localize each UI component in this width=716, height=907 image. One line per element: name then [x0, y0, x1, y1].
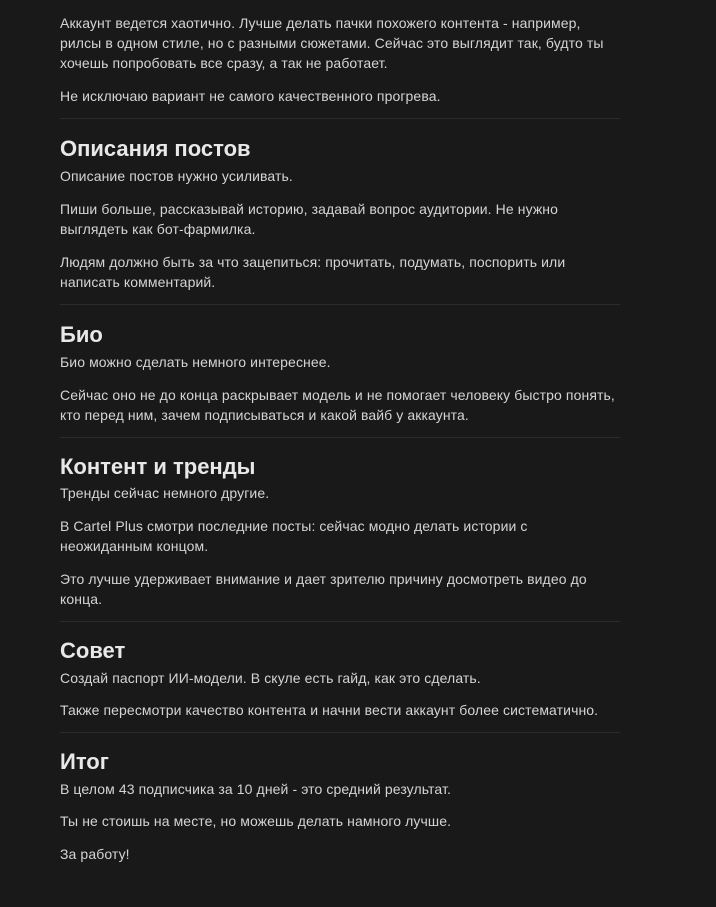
bio-paragraph: Био можно сделать немного интереснее. — [60, 354, 331, 370]
document-body — [60, 0, 620, 864]
summary-paragraph: За работу! — [60, 846, 130, 862]
advice-paragraph: Создай паспорт ИИ-модели. В скуле есть гайд, как это сделать. — [60, 670, 481, 686]
section-heading-posts: Описания постов — [60, 136, 251, 161]
section-divider — [60, 304, 620, 305]
section-heading-content: Контент и тренды — [60, 454, 256, 479]
content-paragraph: Это лучше удерживает внимание и дает зрителю причину досмотреть видео до конца. — [60, 571, 587, 607]
posts-paragraph: Описание постов нужно усиливать. — [60, 168, 293, 184]
intro-paragraph: Не исключаю вариант не самого качественного прогрева. — [60, 88, 441, 104]
section-heading-advice: Совет — [60, 638, 126, 663]
section-divider — [60, 437, 620, 438]
summary-paragraph: Ты не стоишь на месте, но можешь делать намного лучше. — [60, 813, 452, 829]
section-divider — [60, 621, 620, 622]
intro-paragraph: Аккаунт ведется хаотично. Лучше делать пачки похожего контента - например, рилсы в одном стиле, но с разными сюжетами. Сейчас это выглядит так, будто ты хочешь попробовать все сразу, а так не работает. — [60, 15, 604, 71]
section-heading-summary: Итог — [60, 749, 109, 774]
content-paragraph: В Cartel Plus смотри последние посты: сейчас модно делать истории с неожиданным концом. — [60, 518, 528, 554]
section-divider — [60, 732, 620, 733]
bio-paragraph: Сейчас оно не до конца раскрывает модель и не помогает человеку быстро понять, кто перед ним, зачем подписываться и какой вайб у аккаунта. — [60, 387, 615, 423]
posts-paragraph: Людям должно быть за что зацепиться: прочитать, подумать, поспорить или написать комментарий. — [60, 254, 566, 290]
content-paragraph: Тренды сейчас немного другие. — [60, 485, 270, 501]
advice-paragraph: Также пересмотри качество контента и начни вести аккаунт более систематично. — [60, 702, 599, 718]
section-heading-bio: Био — [60, 322, 103, 347]
section-divider — [60, 118, 620, 119]
summary-paragraph: В целом 43 подписчика за 10 дней - это средний результат. — [60, 781, 451, 797]
posts-paragraph: Пиши больше, рассказывай историю, задавай вопрос аудитории. Не нужно выглядеть как бот-фармилка. — [60, 201, 559, 237]
